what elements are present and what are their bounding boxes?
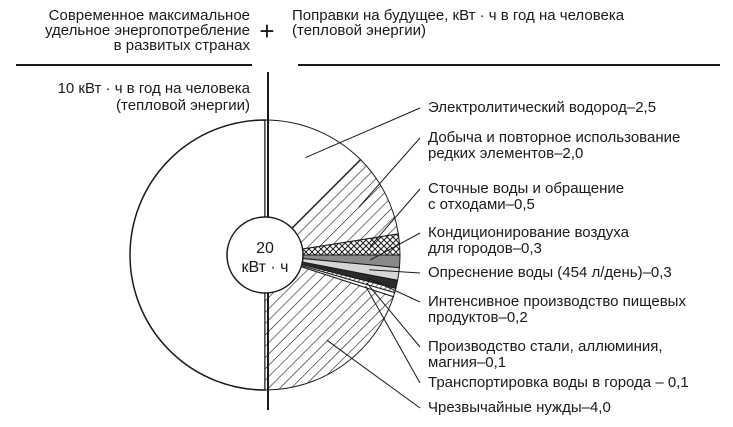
segment-label-line: Кондиционирование воздуха — [428, 224, 629, 241]
segment-label-line: редких элементов–2,0 — [428, 145, 584, 162]
segment-label-line: Транспортировка воды в города – 0,1 — [428, 374, 689, 391]
segment-label-line: Чрезвычайные нужды–4,0 — [428, 399, 611, 416]
segment-label — [428, 225, 728, 257]
segment-label-line: с отходами–0,5 — [428, 196, 535, 213]
segment-label-line: продуктов–0,2 — [428, 309, 528, 326]
segment-label-line: магния–0,1 — [428, 354, 507, 371]
segment-label — [428, 100, 728, 116]
segment-label-line: Добыча и повторное использование — [428, 129, 681, 146]
segment-label-line: Производство стали, аллюминия, — [428, 338, 663, 355]
base-label-line: (тепловой энергии) — [116, 97, 250, 114]
segment-label-line: Сточные воды и обращение — [428, 180, 625, 197]
leader-line — [327, 340, 420, 408]
header-right-line: (тепловой энергии) — [292, 22, 426, 39]
header-left-line: в развитых странах — [113, 37, 250, 54]
center-label — [227, 239, 303, 277]
center-value: 20 — [256, 240, 274, 257]
segment-label-line: Электролитический водород–2,5 — [428, 99, 657, 116]
segment-label — [428, 400, 728, 416]
plus-sign: + — [259, 16, 275, 46]
segment-label — [428, 181, 728, 213]
segment-label-line: для городов–0,3 — [428, 240, 542, 257]
center-unit: кВт · ч — [241, 259, 289, 276]
segment-label — [428, 339, 728, 371]
segment-label — [428, 130, 728, 162]
segment-label-line: Опреснение воды (454 л/день)–0,3 — [428, 264, 672, 281]
segment-label-line: Интенсивное производство пищевых — [428, 293, 686, 310]
header-left-line: Современное максимальное — [48, 7, 250, 24]
segment-label — [428, 375, 728, 391]
header-right-line: Поправки на будущее, кВт · ч в год на человека — [292, 7, 625, 24]
base-label-line: 10 кВт · ч в год на человека — [57, 80, 250, 97]
segment-label — [428, 294, 728, 326]
segment-label — [428, 265, 728, 281]
header-left-line: удельное энергопотребление — [45, 22, 250, 39]
